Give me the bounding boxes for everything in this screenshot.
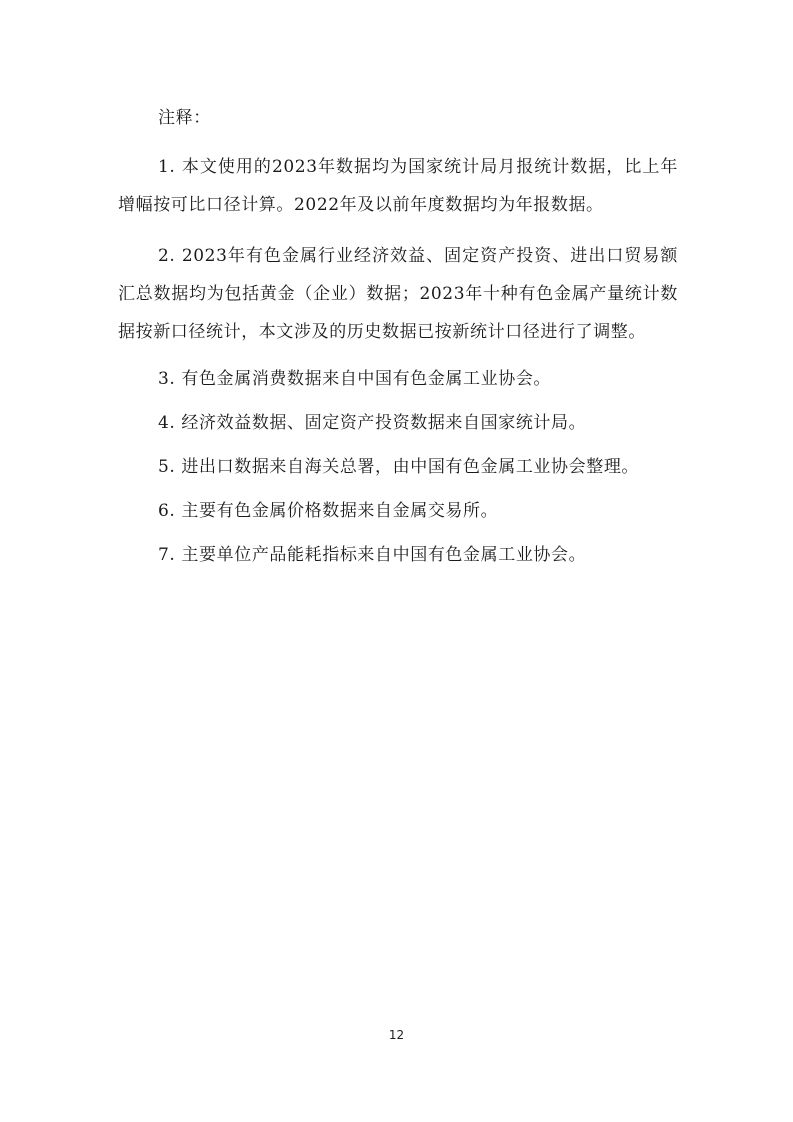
note-item-3: 3. 有色金属消费数据来自中国有色金属工业协会。 (158, 369, 552, 389)
page-number: 12 (388, 1028, 405, 1042)
note-item-5: 5. 进出口数据来自海关总署，由中国有色金属工业协会整理。 (158, 457, 640, 477)
notes-title: 注释： (158, 108, 211, 128)
note-item-2: 2. 2023年有色金属行业经济效益、固定资产投资、进出口贸易额汇总数据均为包括黄金（企业）数据；2023年十种有色金属产量统计数据按新口径统计，本文涉及的历史数据已按新统计口径进行了调整。 (118, 246, 678, 342)
note-item-7: 7. 主要单位产品能耗指标来自中国有色金属工业协会。 (158, 545, 587, 565)
note-item-1: 1. 本文使用的2023年数据均为国家统计局月报统计数据，比上年增幅按可比口径计算。2022年及以前年度数据均为年报数据。 (118, 157, 678, 215)
note-item-6: 6. 主要有色金属价格数据来自金属交易所。 (158, 501, 499, 521)
notes-section (118, 104, 678, 584)
note-item-4: 4. 经济效益数据、固定资产投资数据来自国家统计局。 (158, 413, 587, 433)
